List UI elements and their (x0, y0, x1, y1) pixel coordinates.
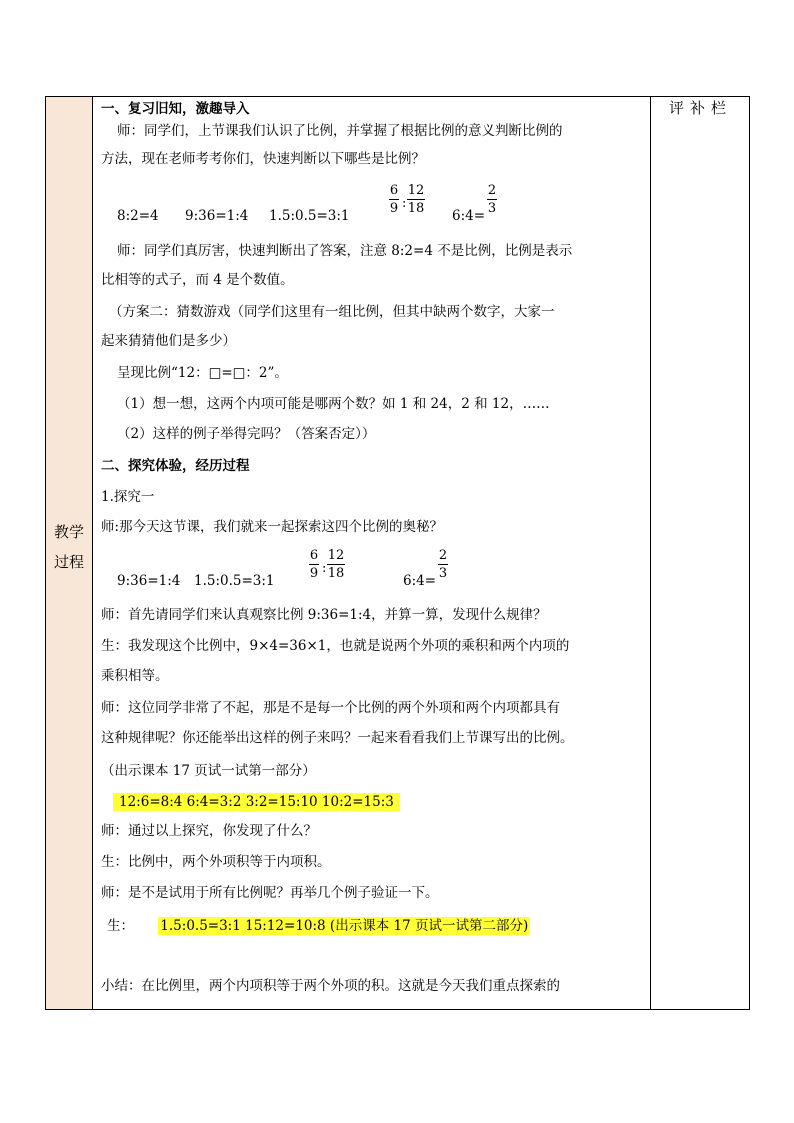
review-column (650, 97, 750, 1009)
lesson-content (93, 97, 650, 1009)
section-label-line2: 过程 (53, 553, 84, 571)
fraction-numerator: 12 (327, 548, 345, 563)
text-line: 师：首先请同学们来认真观察比例 9:36=1:4，并算一算，发现什么规律？ (101, 607, 547, 623)
heading-explore: 二、探究体验，经历过程 (101, 458, 250, 474)
ratio-item: 8:2=4 (117, 208, 159, 224)
section-label-line1: 教学 (53, 523, 84, 541)
text-line: 方法，现在老师考考你们，快速判断以下哪些是比例？ (101, 151, 425, 167)
fraction-numerator: 6 (389, 183, 399, 198)
text-line: 呈现比例“12：□=□：2”。 (117, 365, 288, 381)
summary-line: 小结：在比例里，两个内项积等于两个外项的积。这就是今天我们重点探索的 (101, 978, 560, 994)
colon-symbol: : (322, 561, 327, 576)
text-line: 师：通过以上探究，你发现了什么？ (101, 823, 317, 839)
ratio-item: 9:36=1:4 (117, 573, 181, 589)
fraction-denominator: 18 (327, 566, 345, 581)
heading-review: 一、复习旧知，激趣导入 (101, 101, 250, 117)
text-line: 师:那今天这节课，我们就来一起探索这四个比例的奥秘？ (101, 519, 444, 535)
lesson-table (45, 96, 750, 1010)
ratio-item: 6:4= (452, 208, 486, 224)
ratio-item: 1.5:0.5=3:1 (269, 208, 350, 224)
text-line: 生：比例中，两个外项积等于内项积。 (101, 854, 331, 870)
text-line: 比相等的式子，而 4 是个数值。 (101, 272, 294, 288)
ratio-item: 6:4= (403, 573, 437, 589)
fraction-numerator: 2 (438, 548, 448, 563)
text-line: 乘积相等。 (101, 668, 169, 684)
text-line: 师：同学们真厉害，快速判断出了答案，注意 8:2=4 不是比例，比例是表示 (117, 243, 573, 259)
fraction-denominator: 3 (438, 566, 448, 581)
fraction-numerator: 2 (487, 183, 497, 198)
text-line: （方案二：猜数游戏（同学们这里有一组比例，但其中缺两个数字，大家一 (109, 304, 555, 320)
text-line: 这种规律呢？你还能举出这样的例子来吗？一起来看看我们上节课写出的比例。 (101, 730, 574, 746)
fraction-12-18 (407, 183, 425, 216)
text-line: 生：我发现这个比例中，9×4=36×1，也就是说两个外项的乘积和两个内项的 (101, 638, 570, 654)
text-line: （2）这样的例子举得完吗？（答案否定）） (117, 426, 376, 442)
fraction-denominator: 18 (407, 201, 425, 216)
fraction-numerator: 12 (407, 183, 425, 198)
fraction-6-9 (389, 183, 399, 216)
highlighted-ratio-row: 12:6=8:4 6:4=3:2 3:2=15:10 10:2=15:3 (113, 793, 400, 811)
text-line: 起来猜猜他们是多少） (101, 333, 236, 349)
text-line: （出示课本 17 页试一试第一部分） (101, 763, 316, 779)
text-line: 1.探究一 (101, 489, 155, 505)
fraction-denominator: 3 (487, 201, 497, 216)
fraction-2-3 (487, 183, 497, 216)
text-line: 师：是不是试用于所有比例呢？再举几个例子验证一下。 (101, 885, 439, 901)
fraction-numerator: 6 (309, 548, 319, 563)
colon-symbol: : (402, 196, 407, 211)
fraction-denominator: 9 (389, 201, 399, 216)
fraction-6-9 (309, 548, 319, 581)
fraction-12-18 (327, 548, 345, 581)
highlighted-examples: 1.5:0.5=3:1 15:12=10:8 (出示课本 17 页试一试第二部分) (160, 918, 529, 934)
ratio-item: 9:36=1:4 (185, 208, 249, 224)
fraction-denominator: 9 (309, 566, 319, 581)
fraction-2-3 (438, 548, 448, 581)
text-line: 师：同学们，上节课我们认识了比例，并掌握了根据比例的意义判断比例的 (117, 123, 563, 139)
student-examples-row: 生： 1.5:0.5=3:1 15:12=10:8 (出示课本 17 页试一试第二部分) (107, 918, 529, 934)
section-label-column (46, 97, 93, 1009)
ratio-item: 1.5:0.5=3:1 (194, 573, 275, 589)
review-column-header: 评补栏 (668, 99, 732, 117)
text-line: 师：这位同学非常了不起，那是不是每一个比例的两个外项和两个内项都具有 (101, 700, 560, 716)
text-line: （1）想一想，这两个内项可能是哪两个数？如 1 和 24，2 和 12，…… (117, 396, 550, 412)
